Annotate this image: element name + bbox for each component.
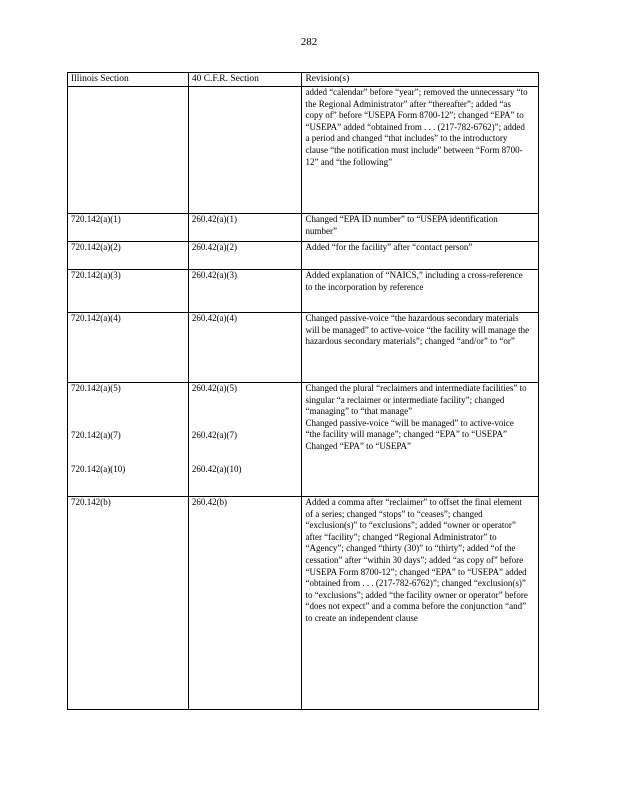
cfr-section-item: 260.42(a)(5) bbox=[191, 383, 238, 393]
cfr-section-cell: 260.42(a)(2) bbox=[188, 242, 302, 270]
illinois-section-cell: 720.142(a)(4) bbox=[68, 313, 189, 383]
cfr-section-cell: 260.42(a)(4) bbox=[188, 313, 302, 383]
cfr-section-cell: 260.42(a)(3) bbox=[188, 270, 302, 313]
table-row bbox=[68, 242, 539, 270]
illinois-section-cell: 720.142(a)(3) bbox=[68, 270, 189, 313]
cfr-section-cell: 260.42(a)(1) bbox=[188, 214, 302, 242]
revision-cell bbox=[302, 383, 539, 497]
revision-cell: Changed “EPA ID number” to “USEPA identification number” bbox=[302, 214, 539, 242]
illinois-section-cell bbox=[68, 87, 189, 214]
revision-cell: Changed passive-voice “the hazardous secondary materials will be managed” to active-voice “the facility will manage the hazardous secondary materials”; changed “and/or” to “or” bbox=[302, 313, 539, 383]
illinois-section-item: 720.142(a)(7) bbox=[71, 429, 121, 440]
table-row bbox=[68, 214, 539, 242]
cfr-section-item: 260.42(a)(7) bbox=[191, 429, 238, 440]
table-row bbox=[68, 497, 539, 710]
page-number: 282 bbox=[300, 36, 318, 48]
illinois-section-cell: 720.142(b) bbox=[68, 497, 189, 710]
revision-cell: Added explanation of “NAICS,” including a cross-reference to the incorporation by reference bbox=[302, 270, 539, 313]
table-row bbox=[68, 313, 539, 383]
cfr-section-item: 260.42(a)(10) bbox=[191, 464, 242, 475]
illinois-section-cell: 720.142(a)(2) bbox=[68, 242, 189, 270]
illinois-section-item: 720.142(a)(10) bbox=[71, 464, 126, 475]
header-revisions: Revision(s) bbox=[302, 73, 539, 87]
header-illinois-section: Illinois Section bbox=[68, 73, 189, 87]
revision-cell: added “calendar” before “year”; removed the unnecessary “to the Regional Administrator” after “thereafter”; added “as copy of” before “USEPA Form 8700-12”; changed “EPA” to “USEPA” added “obtained from . . . (217-782-6762)”; added a period and changed “that includes” to the introductory clause “the notification must include” between “Form 8700-12” and “the following” bbox=[302, 87, 539, 214]
revision-text: Changed the plural “reclaimers and intermediate facilities” to singular “a reclaimer or intermediate facility”; changed “managing” to “that manage” bbox=[305, 383, 527, 417]
revision-text: Changed passive-voice “will be managed” to active-voice “the facility will manage”; changed “EPA” to “USEPA” bbox=[305, 417, 514, 440]
table-row bbox=[68, 383, 539, 497]
revision-cell: Added “for the facility” after “contact person” bbox=[302, 242, 539, 270]
cfr-section-cell bbox=[188, 383, 302, 497]
illinois-section-cell: 720.142(a)(1) bbox=[68, 214, 189, 242]
illinois-section-item: 720.142(a)(5) bbox=[71, 383, 121, 393]
illinois-section-cell bbox=[68, 383, 189, 497]
table-row bbox=[68, 87, 539, 214]
revisions-table bbox=[67, 72, 539, 710]
revision-cell: Added a comma after “reclaimer” to offset the final element of a series; changed “stops” to “ceases”; changed “exclusion(s)” to “exclusions”; added “owner or operator” after “facility”; changed “Regional Administrator” to “Agency”; changed “thirty (30)” to “thirty”; added “of the cessation” after “within 30 days”; added “as copy of” before “USEPA Form 8700-12”; changed “EPA” to “USEPA” added “obtained from . . . (217-782-6762)”; changed “exclusion(s)” to “exclusions”; added “the facility owner or operator” before “does not expect” and a comma before the conjunction “and” to create an independent clause bbox=[302, 497, 539, 710]
cfr-section-cell bbox=[188, 87, 302, 214]
cfr-section-cell: 260.42(b) bbox=[188, 497, 302, 710]
table-row bbox=[68, 270, 539, 313]
header-cfr-section: 40 C.F.R. Section bbox=[188, 73, 302, 87]
revision-text: Changed “EPA” to “USEPA” bbox=[305, 440, 412, 451]
table-header-row bbox=[68, 73, 539, 87]
